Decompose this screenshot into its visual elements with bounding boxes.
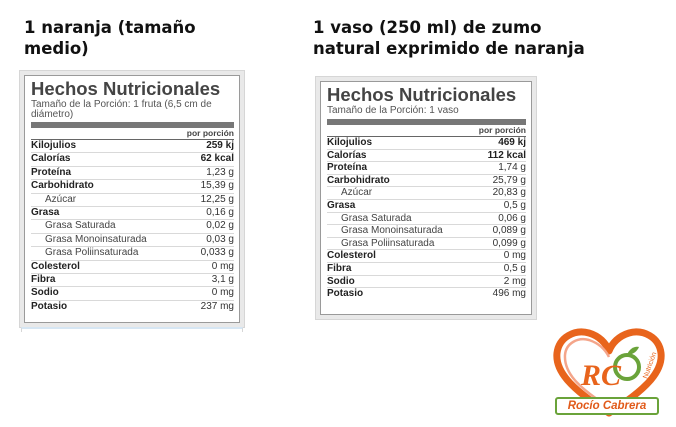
nutrient-row-proteina xyxy=(327,162,526,175)
nutrient-name: Fibra xyxy=(31,274,56,286)
nutrient-row-fibra xyxy=(327,263,526,276)
nutrient-row-carbohidrato xyxy=(31,180,234,193)
nutrient-name: Grasa Saturada xyxy=(45,220,116,232)
rocio-cabrera-logo xyxy=(551,327,667,421)
nutrient-value: 0 mg xyxy=(211,287,234,299)
nutrient-value: 259 kj xyxy=(206,140,234,151)
per-portion-header: por porción xyxy=(327,125,526,137)
nutrient-row-proteina xyxy=(31,167,234,180)
nutrient-name: Grasa Monoinsaturada xyxy=(341,225,443,237)
nutrient-value: 3,1 g xyxy=(211,274,234,286)
heading-orange: 1 naranja (tamaño medio) xyxy=(24,18,196,58)
nutrient-name: Kilojulios xyxy=(31,140,76,151)
nutrient-value: 496 mg xyxy=(492,288,526,300)
nutrient-value: 0,033 g xyxy=(200,247,234,259)
nutrient-value: 15,39 g xyxy=(200,180,234,192)
nutrient-name: Colesterol xyxy=(327,250,376,262)
nutrient-row-colesterol xyxy=(327,250,526,263)
nutrient-name: Sodio xyxy=(31,287,59,299)
nutrient-value: 0,02 g xyxy=(206,220,234,232)
nutrient-name: Calorías xyxy=(31,153,71,165)
nutrient-name: Grasa Poliinsaturada xyxy=(45,247,139,259)
nutrient-row-grasa xyxy=(327,200,526,213)
logo-name-banner: Rocío Cabrera xyxy=(555,397,659,415)
nutrient-rows xyxy=(327,137,526,300)
nutrient-value: 0 mg xyxy=(503,250,526,262)
nutrient-name: Grasa xyxy=(327,199,356,211)
nutrition-label-body xyxy=(320,81,532,315)
nutrient-row-calorias xyxy=(327,150,526,163)
nutrient-row-sodio xyxy=(31,287,234,300)
nutrient-value: 469 kj xyxy=(498,137,526,148)
serving-size: Tamaño de la Porción: 1 vaso xyxy=(327,105,459,116)
nutrient-value: 2 mg xyxy=(503,275,526,287)
serving-size: Tamaño de la Porción: 1 fruta (6,5 cm de diámetro) xyxy=(31,99,212,120)
nutrient-row-kilojulios xyxy=(327,137,526,150)
nutrient-value: 1,23 g xyxy=(206,166,234,178)
label-title: Hechos Nutricionales xyxy=(327,84,517,105)
nutrient-name: Carbohidrato xyxy=(327,174,390,186)
nutrient-value: 0,06 g xyxy=(498,212,526,224)
nutrient-row-grasa-poliinsaturada xyxy=(327,238,526,251)
logo-initials: RC xyxy=(581,359,622,392)
logo-tagline: Nutrición xyxy=(642,351,659,380)
nutrition-label-body xyxy=(24,75,240,323)
nutrient-name: Carbohidrato xyxy=(31,180,94,192)
nutrient-row-colesterol xyxy=(31,261,234,274)
nutrient-row-kilojulios xyxy=(31,140,234,153)
nutrition-label-juice xyxy=(315,76,537,320)
nutrient-name: Azúcar xyxy=(341,187,373,199)
nutrient-name: Grasa xyxy=(31,207,60,219)
nutrient-row-grasa-poliinsaturada xyxy=(31,247,234,260)
nutrient-value: 0,099 g xyxy=(492,237,526,249)
nutrient-value: 237 mg xyxy=(200,300,234,312)
nutrient-value: 0,16 g xyxy=(206,207,234,219)
nutrient-value: 1,74 g xyxy=(498,162,526,174)
panel-bottom-strip xyxy=(21,327,243,332)
nutrient-row-fibra xyxy=(31,274,234,287)
nutrient-value: 20,83 g xyxy=(492,187,526,199)
nutrient-name: Potasio xyxy=(31,300,68,312)
nutrient-value: 0 mg xyxy=(211,260,234,272)
nutrient-row-azucar xyxy=(327,187,526,200)
nutrient-name: Grasa Poliinsaturada xyxy=(341,237,435,249)
nutrient-row-grasa-saturada xyxy=(327,213,526,226)
nutrient-name: Grasa Monoinsaturada xyxy=(45,233,147,245)
nutrient-name: Potasio xyxy=(327,288,364,300)
per-portion-header: por porción xyxy=(31,128,234,140)
nutrient-row-grasa-monoinsaturada xyxy=(31,234,234,247)
nutrient-name: Proteína xyxy=(327,162,368,174)
nutrient-value: 25,79 g xyxy=(492,174,526,186)
nutrition-label-orange xyxy=(19,70,245,328)
nutrient-row-sodio xyxy=(327,276,526,289)
nutrient-name: Sodio xyxy=(327,275,355,287)
label-title: Hechos Nutricionales xyxy=(31,78,221,99)
nutrient-name: Colesterol xyxy=(31,260,80,272)
heading-juice: 1 vaso (250 ml) de zumo natural exprimido de naranja xyxy=(313,18,585,58)
nutrient-name: Grasa Saturada xyxy=(341,212,412,224)
nutrient-row-grasa-saturada xyxy=(31,220,234,233)
nutrient-value: 112 kcal xyxy=(487,149,526,161)
nutrient-name: Azúcar xyxy=(45,193,77,205)
nutrient-row-azucar xyxy=(31,194,234,207)
nutrient-name: Calorías xyxy=(327,149,367,161)
nutrient-row-grasa-monoinsaturada xyxy=(327,225,526,238)
nutrient-value: 0,03 g xyxy=(206,233,234,245)
nutrient-name: Fibra xyxy=(327,262,352,274)
nutrient-row-potasio xyxy=(31,301,234,313)
nutrient-name: Kilojulios xyxy=(327,137,372,148)
nutrient-value: 12,25 g xyxy=(200,193,234,205)
nutrient-rows xyxy=(31,140,234,313)
nutrient-value: 0,5 g xyxy=(503,262,526,274)
nutrient-row-potasio xyxy=(327,288,526,300)
nutrient-row-grasa xyxy=(31,207,234,220)
nutrient-name: Proteína xyxy=(31,166,72,178)
nutrient-value: 62 kcal xyxy=(200,153,234,165)
nutrient-row-calorias xyxy=(31,153,234,166)
nutrient-value: 0,089 g xyxy=(492,225,526,237)
nutrient-value: 0,5 g xyxy=(503,199,526,211)
nutrient-row-carbohidrato xyxy=(327,175,526,188)
